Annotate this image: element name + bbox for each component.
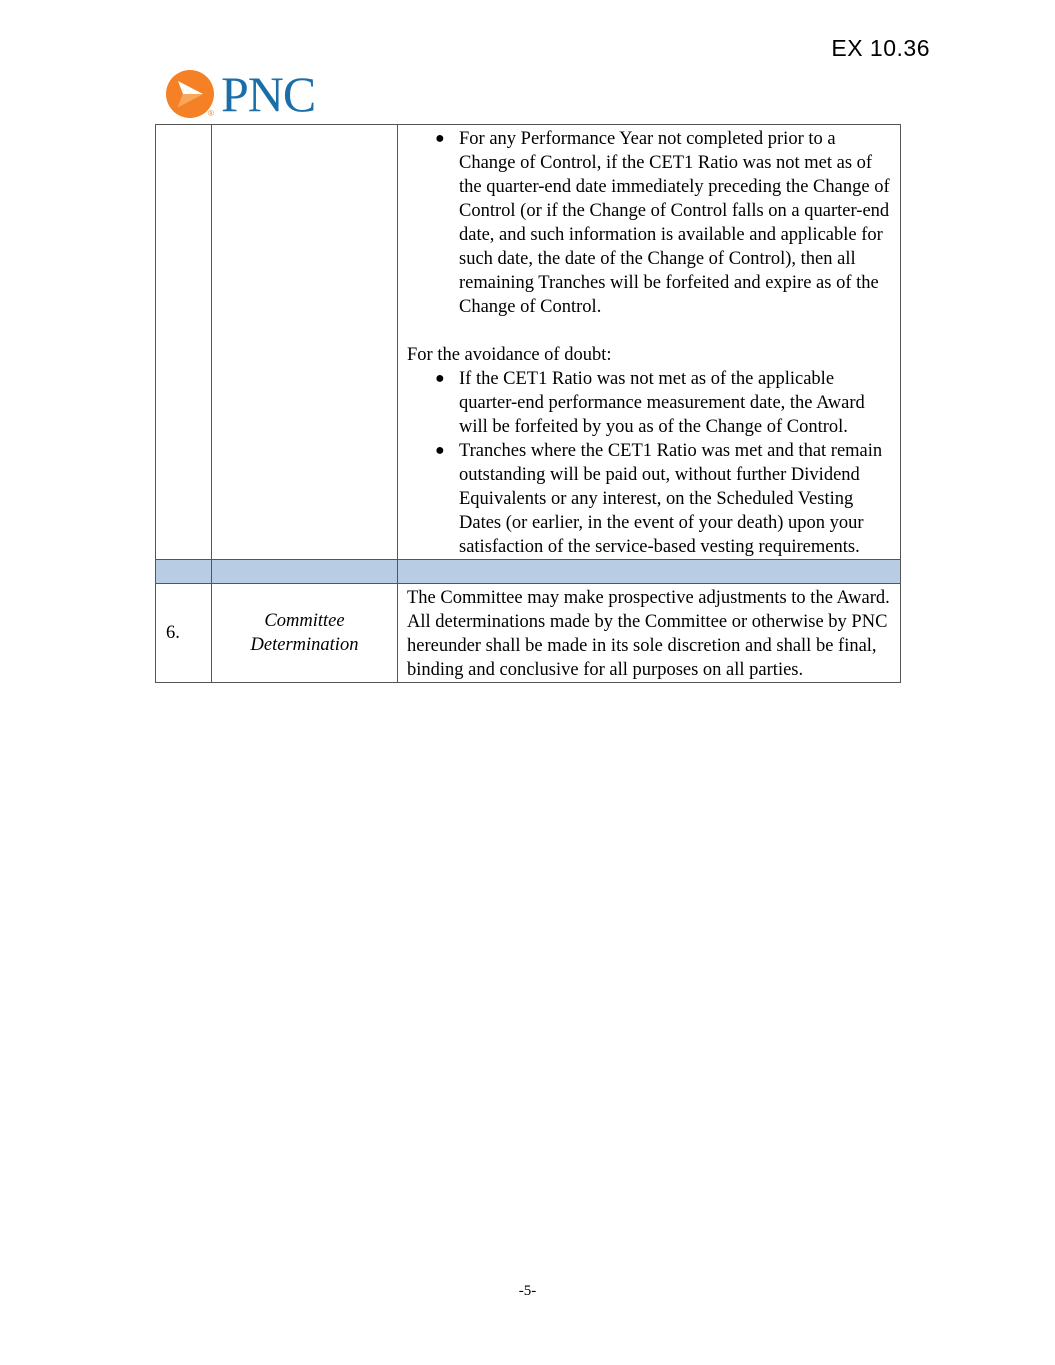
section-divider-band bbox=[156, 560, 901, 584]
page-number: -5- bbox=[518, 1283, 537, 1299]
doubt-intro: For the avoidance of doubt: bbox=[407, 345, 612, 365]
bullet-dot-icon: ● bbox=[435, 442, 445, 459]
section-title-line: Committee bbox=[264, 611, 345, 631]
bullet-text: For any Performance Year not completed prior to a Change of Control, if the CET1 Ratio was not met as of the quarter-end date immediately preceding the Change of Control (or if the Change of Control falls on a quarter-end date, and such information is available and applicable for such date, the date of the Change of Control), then all remaining Tranches will be forfeited and expire as of the Change of Control. bbox=[459, 129, 890, 317]
logo-wordmark: PNC bbox=[221, 66, 316, 122]
pnc-logo bbox=[165, 68, 315, 120]
list-item bbox=[435, 127, 890, 319]
title-cell bbox=[212, 125, 398, 560]
doubt-bullet-list bbox=[407, 367, 890, 559]
section-body: The Committee may make prospective adjustments to the Award. All determinations made by the Committee or otherwise by PNC hereunder shall be made in its sole discretion and shall be final, binding and conclusive for all purposes on all parties. bbox=[398, 584, 901, 683]
section-title-line: Determination bbox=[250, 635, 359, 655]
exhibit-label: EX 10.36 bbox=[831, 35, 930, 61]
list-item bbox=[435, 439, 890, 559]
continued-row bbox=[156, 125, 901, 560]
number-cell bbox=[156, 125, 212, 560]
top-bullet-list bbox=[407, 127, 890, 319]
pnc-logo-icon bbox=[165, 69, 215, 119]
terms-table bbox=[155, 124, 901, 683]
logo-registered-mark: ® bbox=[208, 109, 214, 118]
bullet-text: If the CET1 Ratio was not met as of the applicable quarter-end performance measurement date, the Award will be forfeited by you as of the Change of Control. bbox=[459, 369, 865, 437]
body-cell bbox=[398, 125, 901, 560]
section-6-row bbox=[156, 584, 901, 683]
section-number: 6. bbox=[156, 584, 212, 683]
bullet-dot-icon: ● bbox=[435, 370, 445, 387]
paragraph-spacer bbox=[407, 319, 890, 343]
section-title bbox=[212, 584, 398, 683]
bullet-text: Tranches where the CET1 Ratio was met and that remain outstanding will be paid out, without further Dividend Equivalents or any interest, on the Scheduled Vesting Dates (or earlier, in the event of your death) upon your satisfaction of the service-based vesting requirements. bbox=[459, 441, 883, 557]
bullet-dot-icon: ● bbox=[435, 130, 445, 147]
list-item bbox=[435, 367, 890, 439]
